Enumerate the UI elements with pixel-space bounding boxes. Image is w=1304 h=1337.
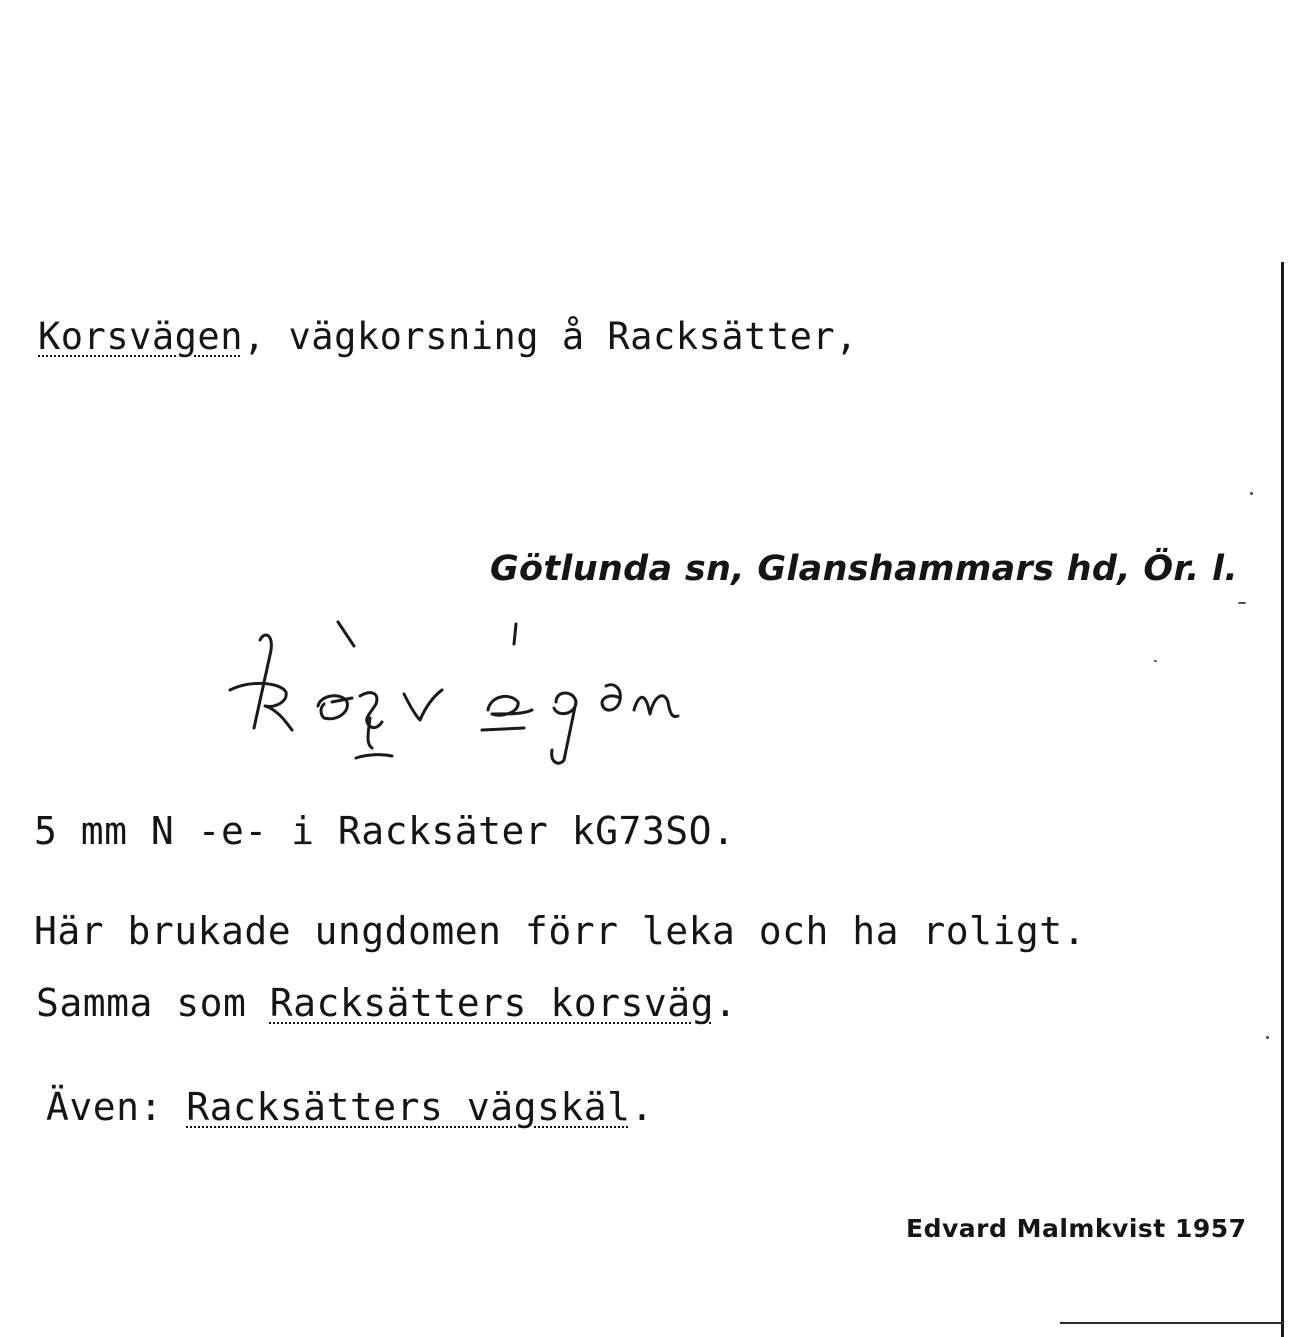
heading-description: , vägkorsning å Racksätter, [242,315,858,358]
heading-line [38,315,858,358]
card-bottom-edge [1060,1322,1284,1324]
scan-speck [1266,1036,1269,1039]
handwritten-pronunciation [220,610,700,770]
card-right-edge [1281,262,1284,1337]
locality: Götlunda sn, Glanshammars hd, Ör. l. [490,549,1238,589]
also-suffix: . [630,1085,654,1129]
same-as-suffix: . [713,981,738,1025]
same-as-line [36,981,738,1025]
note: Här brukade ungdomen förr leka och ha roligt. [34,909,1087,953]
scan-speck [1154,660,1157,662]
collector-credit: Edvard Malmkvist 1957 [906,1214,1247,1243]
same-as-prefix: Samma som [36,981,270,1025]
scan-speck [1238,602,1246,604]
also-prefix: Även: [46,1085,187,1129]
same-as-name: Racksätters korsväg [269,981,714,1025]
headword: Korsvägen [38,315,243,358]
location-reference: 5 mm N -e- i Racksäter kG73SO. [34,809,736,853]
scan-speck [1250,492,1253,495]
also-name: Racksätters vägskäl [186,1085,631,1129]
also-line [46,1085,654,1129]
